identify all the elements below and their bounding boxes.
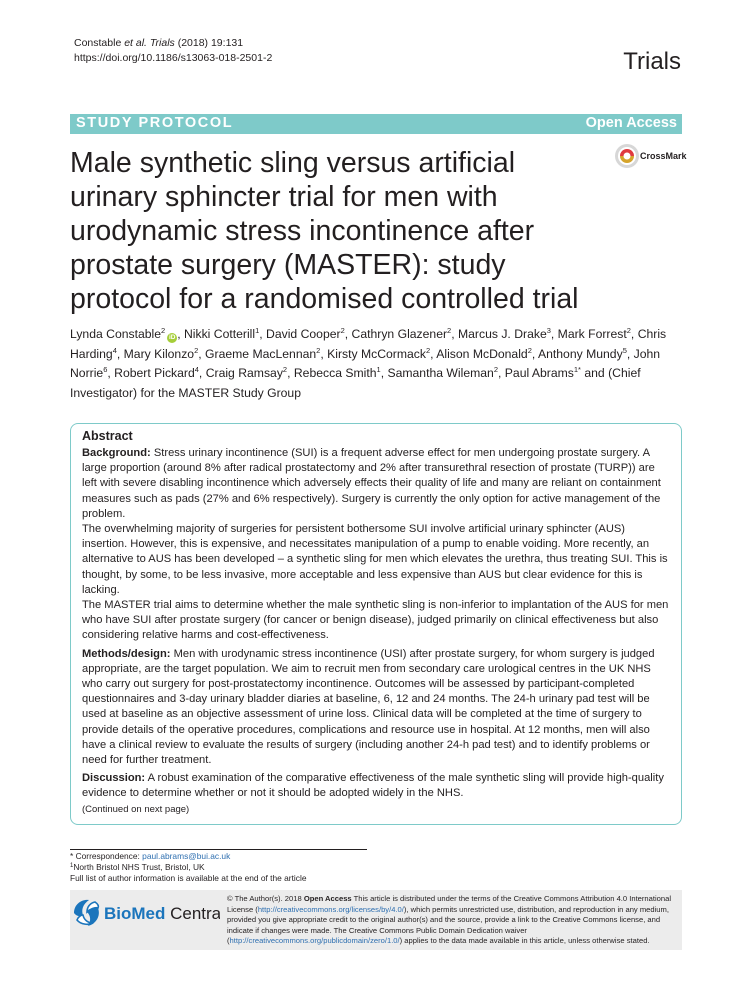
doi-link[interactable]: https://doi.org/10.1186/s13063-018-2501-2 [74,52,273,64]
citation-volume: (2018) 19:131 [177,37,244,49]
affiliation-text: North Bristol NHS Trust, Bristol, UK [73,862,205,873]
cc-zero-link[interactable]: http://creativecommons.org/publicdomain/zero/1.0/ [229,936,400,946]
author-affiliation: 2 [316,345,321,355]
author[interactable]: Chris Harding$^4$ [70,327,667,361]
author-affiliation: 2 [194,345,199,355]
abstract-discussion [82,771,670,801]
author[interactable]: Anthony Mundy$^5$ [537,345,627,361]
author[interactable]: Alison McDonald$^2$ [436,345,532,361]
author[interactable]: Mary Kilonzo$^2$ [123,345,199,361]
abstract-heading: Abstract [82,429,133,443]
author[interactable]: Lynda Constable$^2$iD [70,326,176,341]
logo-wordmark: BioMed Central [104,904,220,923]
article-title: Male synthetic sling versus artificial urinary sphincter trial for men with urodynamic stress incontinence after prostate surgery (MASTER): study protocol for a randomised controlled trial [70,147,579,315]
license-text: © The Author(s). 2018 Open Access This article is distributed under the terms of the Creative Commons Attribution 4.0 International License (http://creativecommons.org/licenses/by/4.0/), which permits unrestricted use, distribution, and reproduction in any medium, provided you give appropriate credit to the original author(s) and the source, provide a link to the Creative Commons license, and indicate if changes were made. The Creative Commons Public Domain Dedication waiver (http://creativecommons.org/publicdomain/zero/1.0/) applies to the data made available in this article, unless otherwise stated. [227,894,672,946]
author-affiliation: 2 [161,326,166,335]
author[interactable]: Paul Abrams$^{1*}$ [504,365,581,380]
abstract-background [82,446,670,522]
author-affiliation: 2 [425,345,431,355]
open-access-tag: Open Access [303,894,352,903]
methods-text: Men with urodynamic stress incontinence (USI) after prostate surgery, for whom surgery is judged appropriate, are the target population. We aim to recruit men from secondary care urological centres in the UK NHS who carry out surgery for post-prostatectomy incontinence. Outcomes will be assessed by participant-completed questionnaires and 3-day urinary bladder diaries at baseline, 6, 12 and 24 months. The 24-h urinary pad test will be used at baseline as an objective assessment of urine loss. Clinical data will be completed at the time of surgery to provide details of the operative procedures, complications and resource use in hospital. At 12 months, men will also have a clinical review to evaluate the results of surgery (including another 24-h pad test) and to identify problems or need for further treatment. [82,647,655,767]
author-affiliation: 2 [282,365,288,374]
discussion-label: Discussion: [82,772,146,785]
author-affiliation: 1 [376,365,381,374]
crossmark-icon [614,143,640,169]
author[interactable]: Nikki Cotterill$^1$ [183,326,260,341]
correspondence-label: * Correspondence: [70,851,140,861]
author[interactable]: Graeme MacLennan$^2$ [205,345,321,361]
biomed-central-logo[interactable] [70,896,220,930]
journal-name: Trials [623,48,681,75]
background-paragraph-2: The overwhelming majority of surgeries for persistent bothersome SUI involve artificial urinary sphincter (AUS) insertion. However, this is expensive, and necessitates manipulation of a pump to enable voiding. More recently, an alternative to AUS has been developed – a synthetic sling for men which elevates the urethra, thus treating SUI. This is thought, by some, to be less invasive, more acceptable and less expensive than AUS but clear evidence for this is lacking. [82,523,668,596]
citation-line [74,36,272,51]
author[interactable]: Samantha Wileman$^2$ [387,365,498,380]
citation-header [74,36,272,66]
orcid-icon[interactable]: iD [168,334,176,341]
author[interactable]: John Norrie$^6$ [70,346,661,380]
author[interactable]: Mark Forrest$^2$ [557,326,631,341]
abstract-methods [82,647,670,769]
correspondence-line [70,851,307,862]
author[interactable]: David Cooper$^2$ [266,326,345,341]
author-affiliation: 4 [194,365,199,374]
author[interactable]: Cathryn Glazener$^2$ [351,326,452,341]
affiliation-line [70,862,307,873]
background-label: Background: [82,447,151,459]
author-info-note: Full list of author information is available at the end of the article [70,873,307,884]
footnote-divider [70,849,367,850]
author-affiliation: 3 [546,326,551,335]
abstract-box [70,423,682,825]
author-affiliation: 2 [626,326,631,335]
cc-by-link[interactable]: http://creativecommons.org/licenses/by/4.0/ [257,904,404,914]
author[interactable]: Rebecca Smith$^1$ [293,365,381,380]
author-affiliation: 2 [527,345,532,355]
author-group: and (Chief Investigator) for the MASTER Study Group [70,366,641,400]
article-type-label: STUDY PROTOCOL [76,115,234,131]
author-affiliation: 2 [447,326,452,335]
citation-journal: et al. Trials [124,37,175,49]
author-affiliation: 4 [112,345,117,355]
background-paragraph-3: The MASTER trial aims to determine whether the male synthetic sling is non-inferior to implantation of the AUS for men who have SUI after prostate surgery (for cancer or benign disease), judged primarily on clinical effectiveness but also considering relative harms and cost-effectiveness. [82,599,669,642]
author-affiliation: 5 [622,345,627,355]
author-affiliation: 2 [493,365,498,374]
author[interactable]: Marcus J. Drake$^3$ [458,326,551,341]
discussion-text: A robust examination of the comparative effectiveness of the male synthetic sling will provide high-quality evidence to determine whether or not it should be adopted widely in the NHS. [82,772,664,800]
affiliation-number: 1 [70,863,74,870]
methods-label: Methods/design: [82,647,171,660]
background-text: Stress urinary incontinence (SUI) is a frequent adverse effect for men undergoing prostate surgery. A large proportion (around 8% after radical prostatectomy and 2% after transurethral resection of prostate (TURP)) are left with severe disabling incontinence which adversely effects their quality of life and many are reliant on containment measures such as pads (27% and 6% respectively). Surgery is currently the only option for active management of the problem. [82,447,661,520]
copyright: © The Author(s). 2018 [227,894,302,903]
correspondence-email[interactable]: paul.abrams@bui.ac.uk [142,851,231,861]
author[interactable]: Kirsty McCormack$^2$ [327,345,431,361]
author-affiliation: 2 [340,326,345,335]
author[interactable]: Craig Ramsay$^2$ [205,365,288,380]
open-access-label: Open Access [585,115,677,131]
crossmark-label: CrossMark [640,151,687,161]
author-list: Lynda Constable$^2$iD , Nikki Cotterill$^1$, David Cooper$^2$, Cathryn Glazener$^2$, Marcus J. Drake$^3$, Mark Forrest$^2$, Chris Harding$^4$, Mary Kilonzo$^2$, Graeme MacLennan$^2$, Kirsty McCormack$^2$, Alison McDonald$^2$, Anthony Mundy$^5$, John Norrie$^6$, Robert Pickard$^4$, Craig Ramsay$^2$, Rebecca Smith$^1$, Samantha Wileman$^2$, Paul Abrams$^{1*}$ and (Chief Investigator) for the MASTER Study Group [70,326,667,400]
continued-note: (Continued on next page) [82,803,190,815]
footnotes [70,851,307,885]
biomed-central-logo-icon [74,900,99,926]
author-affiliation: 1* [573,365,581,374]
citation-authors: Constable [74,37,122,49]
author[interactable]: Robert Pickard$^4$ [114,365,199,380]
author-affiliation: 6 [103,365,108,374]
author-affiliation: 1 [255,326,260,335]
